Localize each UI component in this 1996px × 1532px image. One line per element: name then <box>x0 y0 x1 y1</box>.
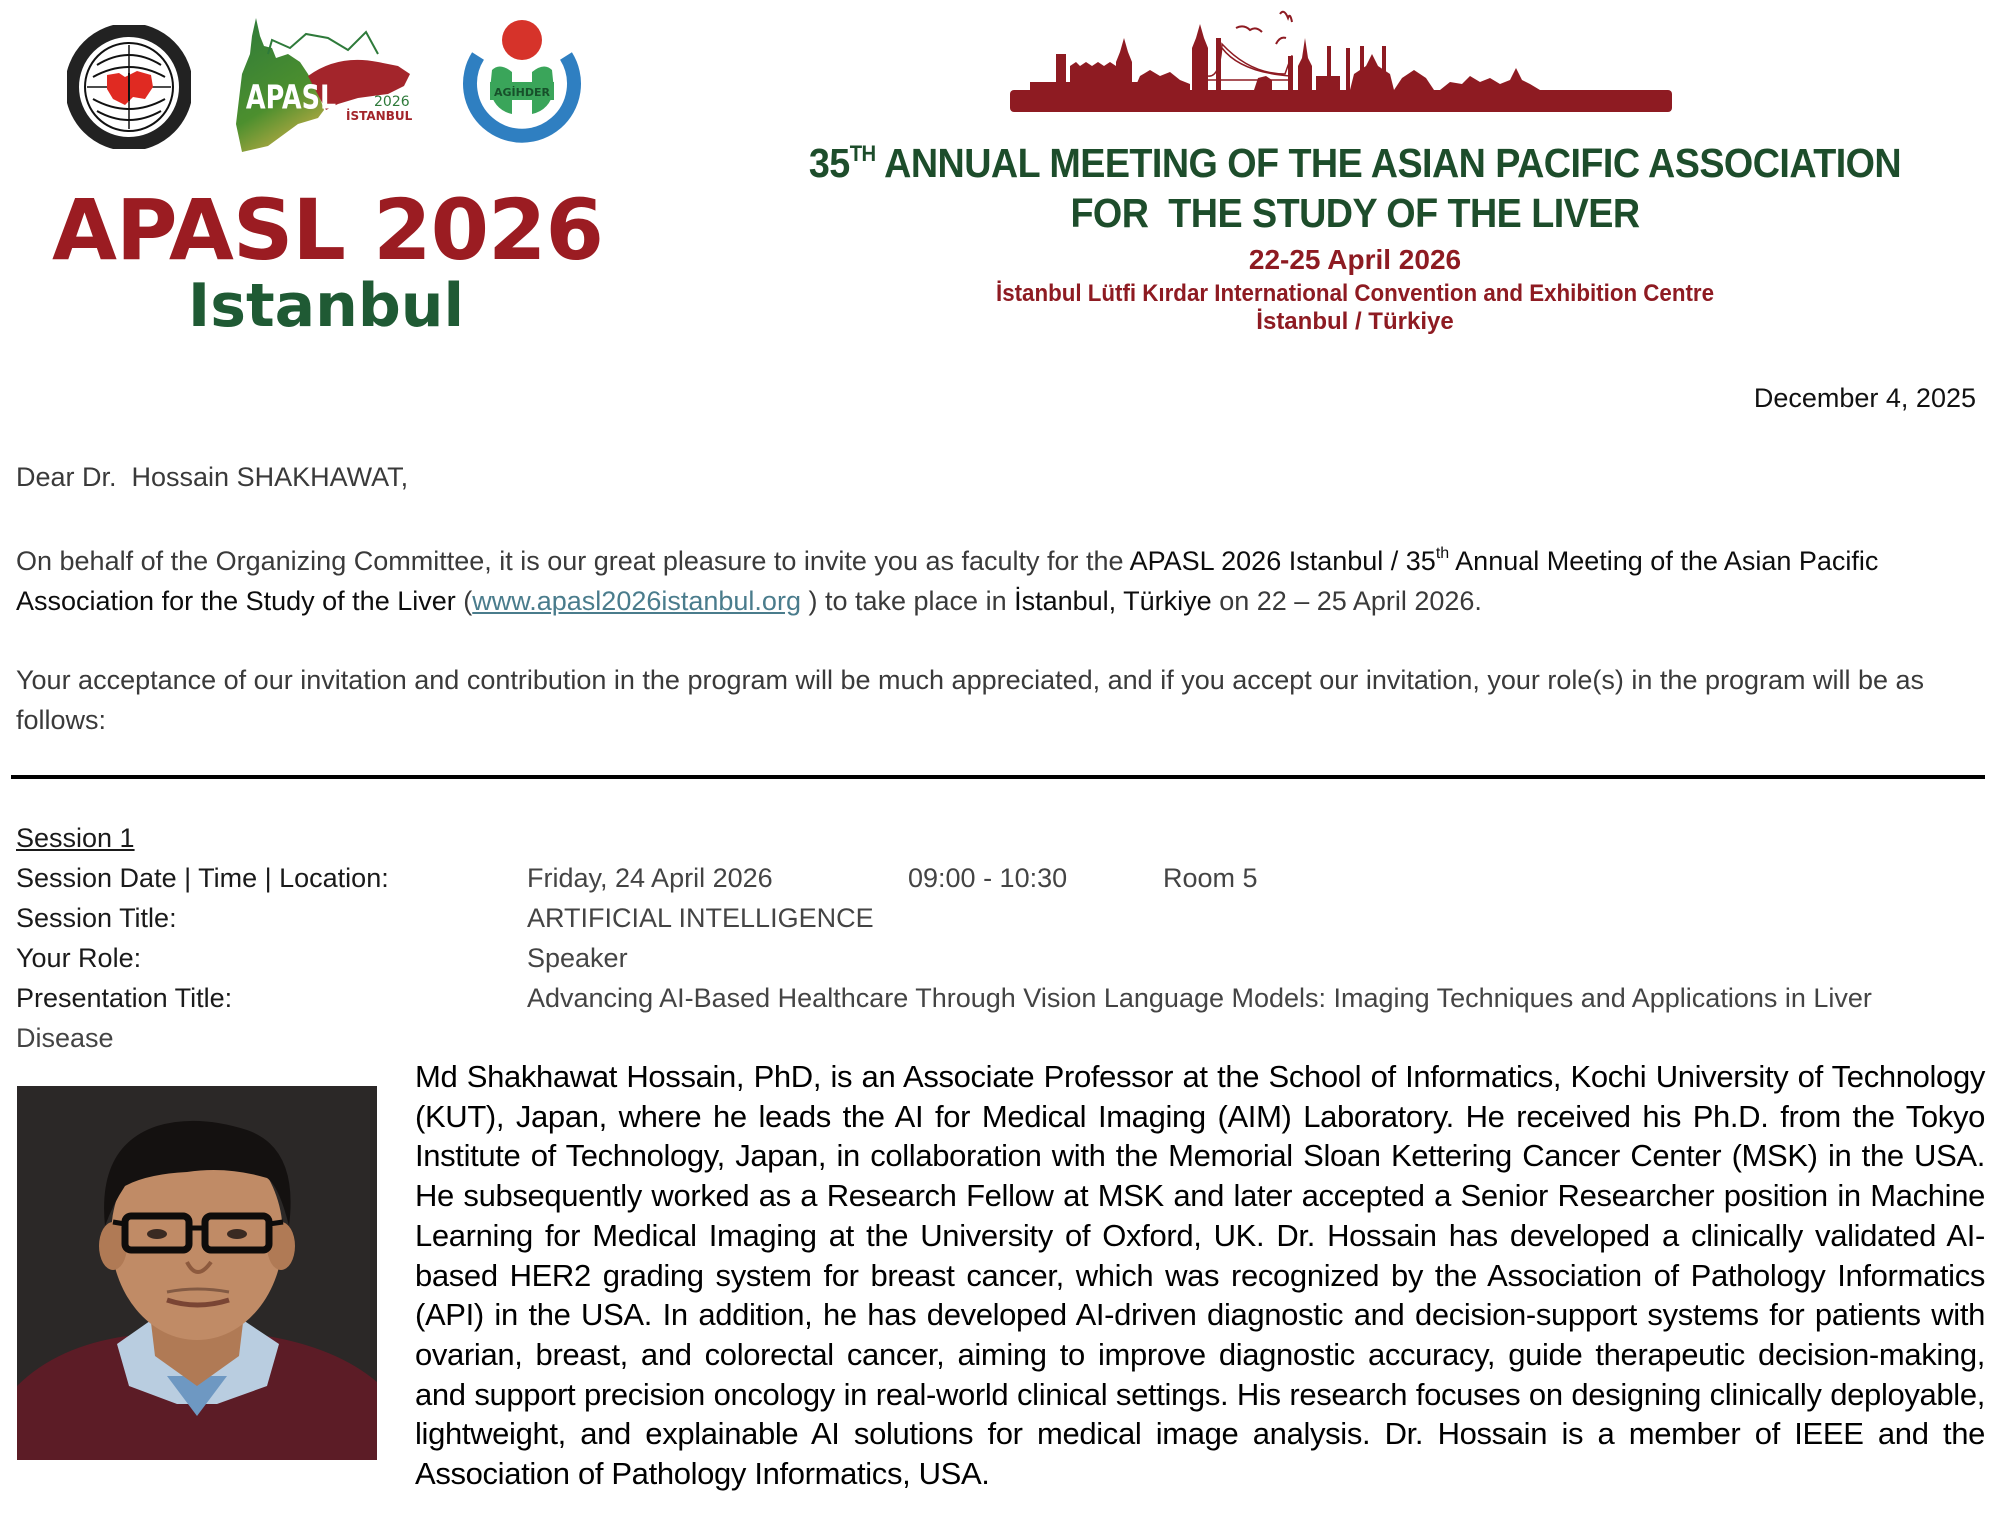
meeting-title-line1: 35TH ANNUAL MEETING OF THE ASIAN PACIFIC ASSOCIATION <box>808 140 1902 186</box>
role-intro-paragraph: Your acceptance of our invitation and contribution in the program will be much appreciated, and if you accept our invitation, your role(s) in the program will be as follows: <box>16 665 1925 735</box>
role-label: Your Role: <box>16 943 142 973</box>
speaker-bio: Md Shakhawat Hossain, PhD, is an Associate Professor at the School of Informatics, Kochi University of Technology (KUT), Japan, where he leads the AI for Medical Imaging (AIM) Laboratory. He received his Ph.D. from the Tokyo Institute of Technology, Japan, in collaboration with the Memorial Sloan Kettering Cancer Center (MSK) in the USA. He subsequently worked as a Research Fellow at MSK and later accepted a Senior Researcher position in Machine Learning for Medical Imaging at the University of Oxford, UK. Dr. Hossain has developed a clinically validated AI-based HER2 grading system for breast cancer, which was recognized by the Association of Pathology Informatics (API) in the USA. In addition, he has developed AI-driven diagnostic and decision-support systems for patients with ovarian, breast, and colorectal cancer, aiming to improve diagnostic accuracy, guide therapeutic decision-making, and support precision oncology in real-world clinical settings. His research focuses on designing clinically deployable, lightweight, and explainable AI solutions for medical image analysis. Dr. Hossain is a member of IEEE and the Association of Pathology Informatics, USA. <box>415 1059 1985 1492</box>
svg-text:APASL: APASL <box>245 78 337 117</box>
meeting-venue: İstanbul Lütfi Kırdar International Convention and Exhibition Centre <box>996 280 1714 307</box>
svg-text:İSTANBUL: İSTANBUL <box>346 109 413 123</box>
conference-website-link[interactable]: www.apasl2026istanbul.org <box>472 586 801 616</box>
session-time-value: 09:00 - 10:30 <box>908 863 1068 893</box>
brand-title: APASL 2026 <box>52 181 603 279</box>
speaker-photo <box>17 1086 377 1460</box>
session-date-label: Session Date | Time | Location: <box>16 863 389 893</box>
session-title-label: Session Title: <box>16 903 177 933</box>
svg-text:2026: 2026 <box>374 94 410 110</box>
invitation-paragraph: On behalf of the Organizing Committee, it is our great pleasure to invite you as faculty for the APASL 2026 Istanbul / 35th Annual Meeting of the Asian Pacific Association for the Study of the Liver (www.apasl2026istanbul.org ) to take place in İstanbul, Türkiye on 22 – 25 April 2026. <box>16 545 1879 616</box>
meeting-title <box>789 138 1921 238</box>
svg-text:AGİHDER: AGİHDER <box>494 86 550 99</box>
meeting-dates: 22-25 April 2026 <box>1248 244 1462 275</box>
role-value: Speaker <box>527 943 628 973</box>
apasl-2026-istanbul-logo <box>228 14 420 152</box>
session-date-value: Friday, 24 April 2026 <box>527 863 773 893</box>
session-room-value: Room 5 <box>1163 863 1258 893</box>
presentation-title-continuation: Disease <box>16 1023 114 1053</box>
session-heading: Session 1 <box>16 823 135 853</box>
istanbul-skyline-icon <box>1010 4 1672 114</box>
meeting-place: İstanbul / Türkiye <box>1256 308 1454 335</box>
letter-date: December 4, 2025 <box>1753 383 1976 413</box>
presentation-title-value: Advancing AI-Based Healthcare Through Vision Language Models: Imaging Techniques and Applications in Liver <box>527 983 1872 1013</box>
event-place: İstanbul, Türkiye <box>1014 586 1212 616</box>
presentation-title-label: Presentation Title: <box>16 983 233 1013</box>
event-name: APASL 2026 Istanbul / 35th Annual Meeting of the Asian Pacific Association for the Study of the Liver <box>16 545 1879 616</box>
salutation: Dear Dr. Hossain SHAKHAWAT, <box>16 462 409 492</box>
apasl-seal-logo <box>67 25 191 149</box>
agihder-logo <box>460 18 584 150</box>
brand-city: Istanbul <box>187 271 465 341</box>
meeting-title-line2: FOR THE STUDY OF THE LIVER <box>1070 190 1640 236</box>
section-divider <box>11 775 1985 779</box>
session-title-value: ARTIFICIAL INTELLIGENCE <box>527 903 874 933</box>
